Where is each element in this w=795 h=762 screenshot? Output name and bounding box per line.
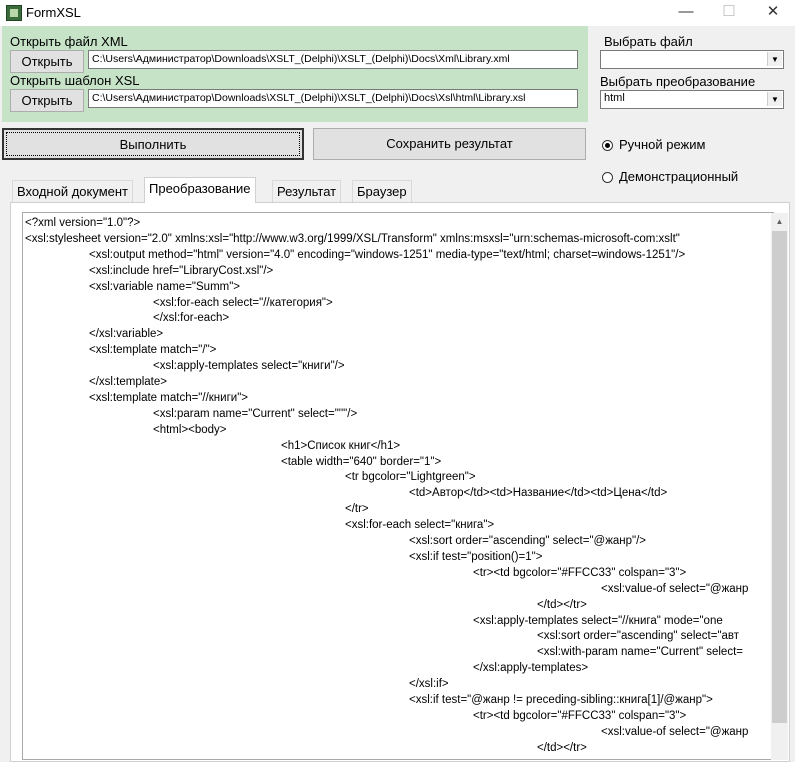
radio-checked-icon[interactable] <box>602 140 613 151</box>
title-bar <box>0 0 795 26</box>
code-line: <table width="640" border="1"> <box>281 455 442 468</box>
code-line: <xsl:sort order="ascending" select="авт <box>537 630 740 643</box>
code-line: </xsl:if> <box>409 678 449 691</box>
select-transform-value: html <box>604 92 625 104</box>
tab-browser[interactable]: Браузер <box>352 180 412 202</box>
code-line: <xsl:with-param name="Current" select= <box>537 646 743 659</box>
minimize-button[interactable] <box>664 0 708 26</box>
code-line: <xsl:template match="//книги"> <box>89 391 248 404</box>
select-transform-combo[interactable] <box>600 90 784 109</box>
code-line: <xsl:output method="html" version="4.0" encoding="windows-1251" media-type="text/html; charset=windows-1251"/> <box>89 248 686 261</box>
window-title: FormXSL <box>26 5 81 20</box>
code-line: </td></tr> <box>537 598 587 611</box>
chevron-down-icon[interactable]: ▼ <box>767 52 782 66</box>
code-line: <xsl:apply-templates select="//книга" mode="one <box>473 614 723 627</box>
xml-path-field[interactable]: C:\Users\Администратор\Downloads\XSLT_(Delphi)\XSLT_(Delphi)\Docs\Xml\Library.xml <box>88 50 578 69</box>
scroll-up-arrow-icon[interactable]: ▲ <box>775 217 784 226</box>
app-icon <box>6 5 22 21</box>
code-line: <xsl:for-each select="//категория"> <box>153 296 333 309</box>
code-line: <tr bgcolor="Lightgreen"> <box>345 471 476 484</box>
code-line: <xsl:sort order="ascending" select="@жанр"/> <box>409 535 647 547</box>
vertical-scrollbar[interactable] <box>771 213 788 760</box>
maximize-button[interactable] <box>707 0 751 26</box>
run-button[interactable]: Выполнить <box>2 128 304 160</box>
xml-label: Открыть файл XML <box>10 34 128 49</box>
code-line: <tr><td bgcolor="#FFCC33" colspan="3"> <box>473 709 687 722</box>
code-line: <xsl:variable name="Summ"> <box>89 280 241 293</box>
open-xml-button[interactable]: Открыть <box>10 50 84 73</box>
code-line: <xsl:for-each select="книга"> <box>345 519 495 532</box>
code-line: <xsl:if test="@жанр != preceding-sibling::книга[1]/@жанр"> <box>409 694 713 706</box>
chevron-down-icon[interactable]: ▼ <box>767 92 782 106</box>
code-line: <xsl:value-of select="@жанр <box>601 725 749 738</box>
code-line: <xsl:value-of select="@жанр <box>601 582 749 595</box>
xsl-code-editor[interactable] <box>22 212 774 760</box>
code-line: <td>Автор</td><td>Название</td><td>Цена</td> <box>409 487 668 500</box>
code-line: </xsl:template> <box>89 376 167 388</box>
xsl-path-field[interactable]: C:\Users\Администратор\Downloads\XSLT_(Delphi)\XSLT_(Delphi)\Docs\Xsl\html\Library.xsl <box>88 89 578 108</box>
code-line: <xsl:include href="LibraryCost.xsl"/> <box>89 264 274 277</box>
code-line: <h1>Список книг</h1> <box>281 439 401 452</box>
code-line: <xsl:if test="position()=1"> <box>409 550 543 563</box>
xsl-label: Открыть шаблон XSL <box>10 73 140 88</box>
code-line: <xsl:template match="/"> <box>89 344 217 357</box>
save-result-button[interactable]: Сохранить результат <box>313 128 586 160</box>
file-panel <box>2 26 588 122</box>
manual-mode-label: Ручной режим <box>619 137 706 152</box>
tab-transformation[interactable]: Преобразование <box>144 177 256 203</box>
code-line: <xsl:apply-templates select="книги"/> <box>153 360 345 373</box>
tab-input-document[interactable]: Входной документ <box>12 180 133 202</box>
code-line: <xsl:stylesheet version="2.0" xmlns:xsl="http://www.w3.org/1999/XSL/Transform" xmlns:msxsl="urn:schemas-microsoft-com:xslt" <box>25 232 680 245</box>
scroll-thumb[interactable] <box>772 231 787 723</box>
select-transform-label: Выбрать преобразование <box>600 74 756 89</box>
code-line: </xsl:apply-templates> <box>473 662 589 675</box>
minimize-icon: — <box>678 3 694 20</box>
code-line: <tr><td bgcolor="#FFCC33" colspan="3"> <box>473 566 687 579</box>
maximize-icon: ☐ <box>722 3 736 20</box>
close-button[interactable] <box>751 0 795 26</box>
code-line: </tr> <box>345 503 369 516</box>
code-line: </xsl:variable> <box>89 328 164 341</box>
select-file-combo[interactable] <box>600 50 784 69</box>
demo-mode-label: Демонстрационный <box>619 169 739 184</box>
code-line: </td></tr> <box>537 741 587 754</box>
code-line: <xsl:param name="Current" select="''"/> <box>153 407 358 420</box>
radio-unchecked-icon[interactable] <box>602 172 613 183</box>
code-line: </xsl:for-each> <box>153 312 230 325</box>
code-line: <html><body> <box>153 423 227 436</box>
close-icon: ✕ <box>766 3 780 20</box>
code-line: <?xml version="1.0"?> <box>25 217 141 229</box>
open-xsl-button[interactable]: Открыть <box>10 89 84 112</box>
select-file-label: Выбрать файл <box>604 34 693 49</box>
tab-result[interactable]: Результат <box>272 180 341 202</box>
